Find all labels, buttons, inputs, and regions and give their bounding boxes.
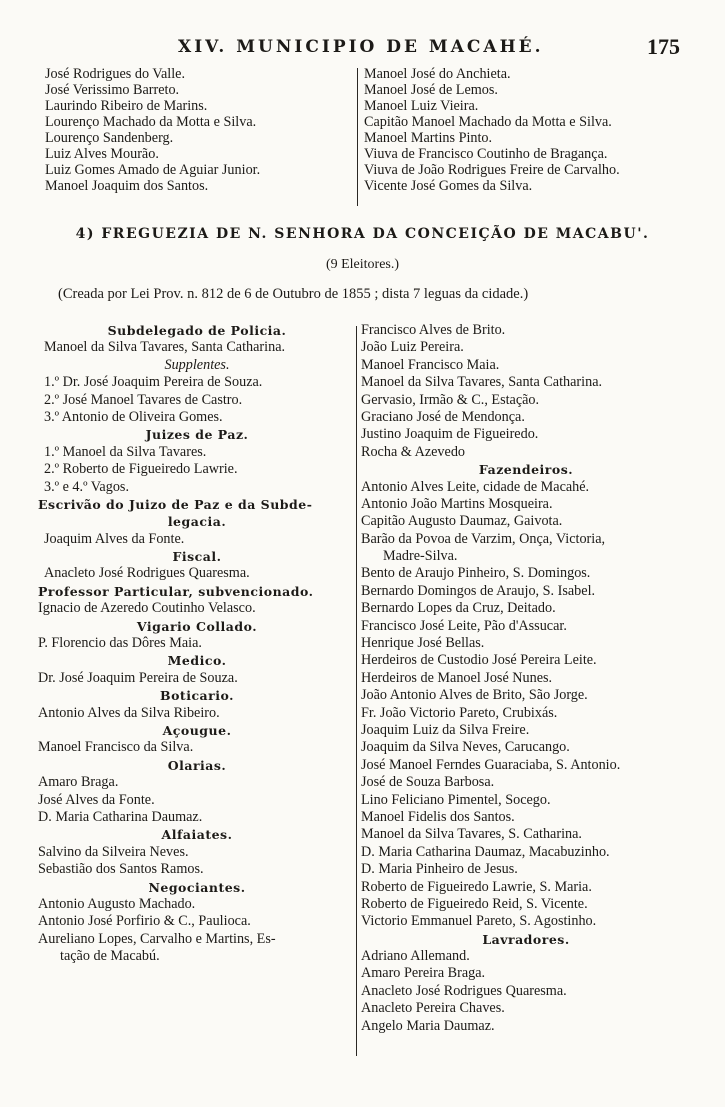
list-item: José Alves da Fonte. (38, 791, 155, 808)
list-item: D. Maria Catharina Daumaz, Macabuzinho. (361, 843, 610, 860)
heading-supplentes: Supplentes. (164, 356, 230, 373)
list-item: Lourenço Sandenberg. (45, 130, 174, 146)
list-item: José Verissimo Barreto. (45, 82, 180, 98)
list-item: Justino Joaquim de Figueiredo. (361, 426, 539, 443)
list-item: Antonio Alves Leite, cidade de Macahé. (361, 478, 590, 495)
list-item: Madre-Silva. (383, 548, 458, 565)
list-item: Manoel Joaquim dos Santos. (45, 178, 209, 194)
list-item: Amaro Braga. (38, 774, 119, 791)
list-item: Capitão Manoel Machado da Motta e Silva. (364, 114, 612, 130)
right-column (361, 322, 691, 1035)
page-header (0, 34, 725, 64)
heading-professor: Professor Particular, subvencionado. (38, 583, 314, 599)
heading-lavradores: Lavradores. (482, 931, 570, 947)
list-item: Anacleto José Rodrigues Quaresma. (361, 982, 567, 999)
list-item: Manoel José de Lemos. (364, 82, 498, 98)
list-item: Laurindo Ribeiro de Marins. (45, 98, 208, 114)
list-item: P. Florencio das Dôres Maia. (38, 635, 202, 652)
heading-juizes: Juizes de Paz. (145, 427, 249, 443)
list-item: José Manoel Ferndes Guaraciaba, S. Antonio. (361, 756, 621, 773)
heading-negociantes: Negociantes. (148, 879, 246, 895)
list-item: Manoel Martins Pinto. (364, 130, 493, 146)
list-item: José Rodrigues do Valle. (45, 66, 186, 82)
list-item: João Luiz Pereira. (361, 339, 464, 356)
list-item: Francisco Alves de Brito. (361, 322, 506, 338)
list-item: Manoel da Silva Tavares, S. Catharina. (361, 826, 582, 843)
list-item: Anacleto José Rodrigues Quaresma. (44, 565, 250, 582)
list-item: 3.º Antonio de Oliveira Gomes. (44, 408, 223, 425)
list-item: D. Maria Catharina Daumaz. (38, 808, 203, 825)
list-item: Manoel da Silva Tavares, Santa Catharina. (361, 374, 603, 391)
list-item: Gervasio, Irmão & C., Estação. (361, 391, 540, 408)
list-item: Sebastião dos Santos Ramos. (38, 861, 204, 878)
list-item: Viuva de João Rodrigues Freire de Carvalho. (364, 162, 620, 178)
heading-vigario: Vigario Collado. (136, 618, 258, 634)
list-item: Manoel Luiz Vieira. (364, 98, 479, 114)
list-item: Antonio Alves da Silva Ribeiro. (38, 704, 220, 721)
column-divider (356, 326, 357, 1056)
list-item: Herdeiros de Manoel José Nunes. (361, 669, 553, 686)
list-item: 2.º Roberto de Figueiredo Lawrie. (44, 461, 238, 478)
list-item: Joaquim da Silva Neves, Carucango. (361, 739, 570, 756)
list-item: Antonio José Porfirio & C., Paulioca. (38, 913, 251, 930)
list-item: Graciano José de Mendonça. (361, 408, 525, 425)
list-item: Manoel Fidelis dos Santos. (361, 808, 515, 825)
heading-fiscal: Fiscal. (172, 549, 222, 565)
heading-acougue: Açougue. (162, 722, 232, 738)
list-item: Bernardo Lopes da Cruz, Deitado. (361, 600, 556, 617)
column-divider (357, 68, 358, 206)
header-title: XIV. MUNICIPIO DE MACAHÉ. (178, 37, 544, 57)
heading-escrivao: Escrivão do Juizo de Paz e da Subde- (38, 496, 313, 512)
list-item: Aureliano Lopes, Carvalho e Martins, Es- (38, 930, 276, 947)
list-item: Ignacio de Azeredo Coutinho Velasco. (38, 600, 256, 617)
section-title: 4) FREGUEZIA DE N. SENHORA DA CONCEIÇÃO DE MACABU'. (75, 226, 650, 242)
left-column (38, 322, 356, 965)
list-item: Lourenço Machado da Motta e Silva. (45, 114, 257, 130)
list-item: D. Maria Pinheiro de Jesus. (361, 861, 518, 878)
list-item: 1.º Dr. José Joaquim Pereira de Souza. (44, 374, 263, 391)
continued-list-left (45, 66, 355, 194)
heading-medico: Medico. (167, 653, 227, 669)
list-item: Dr. José Joaquim Pereira de Souza. (38, 669, 238, 686)
heading-escrivao-cont: legacia. (167, 514, 227, 530)
list-item: Joaquim Luiz da Silva Freire. (361, 721, 530, 738)
continued-list-right (364, 66, 694, 194)
list-item: Salvino da Silveira Neves. (38, 843, 189, 860)
list-item: Manoel da Silva Tavares, Santa Catharina. (44, 339, 286, 356)
heading-subdelegado: Subdelegado de Policia. (107, 323, 287, 338)
list-item: Vicente José Gomes da Silva. (364, 178, 533, 194)
list-item: 1.º Manoel da Silva Tavares. (44, 443, 207, 460)
list-item: Roberto de Figueiredo Reid, S. Vicente. (361, 895, 588, 912)
list-item: João Antonio Alves de Brito, São Jorge. (361, 687, 588, 704)
list-item: Luiz Alves Mourão. (45, 146, 159, 162)
list-item: Manoel Francisco Maia. (361, 356, 500, 373)
list-item: Herdeiros de Custodio José Pereira Leite. (361, 652, 597, 669)
list-item: Adriano Allemand. (361, 948, 470, 965)
list-item: Viuva de Francisco Coutinho de Bragança. (364, 146, 608, 162)
section-electors: (9 Eleitores.) (325, 257, 400, 272)
list-item: Francisco José Leite, Pão d'Assucar. (361, 617, 567, 634)
list-item: Angelo Maria Daumaz. (361, 1017, 495, 1034)
heading-olarias: Olarias. (167, 757, 227, 773)
heading-alfaiates: Alfaiates. (161, 827, 233, 843)
page-number: 175 (647, 34, 680, 59)
heading-fazendeiros: Fazendeiros. (478, 462, 574, 478)
list-item: Fr. João Victorio Pareto, Crubixás. (361, 704, 558, 721)
list-item: tação de Macabú. (60, 948, 160, 965)
list-item: Joaquim Alves da Fonte. (44, 530, 185, 547)
list-item: Capitão Augusto Daumaz, Gaivota. (361, 513, 563, 530)
list-item: Henrique José Bellas. (361, 635, 485, 652)
list-item: 2.º José Manoel Tavares de Castro. (44, 391, 243, 408)
list-item: Manoel José do Anchieta. (364, 66, 511, 82)
list-item: Lino Feliciano Pimentel, Socego. (361, 791, 551, 808)
list-item: Antonio João Martins Mosqueira. (361, 495, 553, 512)
list-item: Antonio Augusto Machado. (38, 895, 196, 912)
list-item: Amaro Pereira Braga. (361, 965, 486, 982)
list-item: Barão da Povoa de Varzim, Onça, Victoria, (361, 530, 606, 547)
list-item: Bernardo Domingos de Araujo, S. Isabel. (361, 582, 596, 599)
list-item: Bento de Araujo Pinheiro, S. Domingos. (361, 565, 591, 582)
list-item: Manoel Francisco da Silva. (38, 739, 194, 756)
list-item: Victorio Emmanuel Pareto, S. Agostinho. (361, 913, 597, 930)
list-item: José de Souza Barbosa. (361, 774, 495, 791)
list-item: 3.º e 4.º Vagos. (44, 478, 129, 495)
list-item: Rocha & Azevedo (361, 443, 466, 460)
list-item: Luiz Gomes Amado de Aguiar Junior. (45, 162, 261, 178)
heading-boticario: Boticario. (160, 688, 234, 704)
section-creation-note: (Creada por Lei Prov. n. 812 de 6 de Outubro de 1855 ; dista 7 leguas da cidade.) (58, 286, 529, 302)
list-item: Anacleto Pereira Chaves. (361, 1000, 505, 1017)
list-item: Roberto de Figueiredo Lawrie, S. Maria. (361, 878, 592, 895)
